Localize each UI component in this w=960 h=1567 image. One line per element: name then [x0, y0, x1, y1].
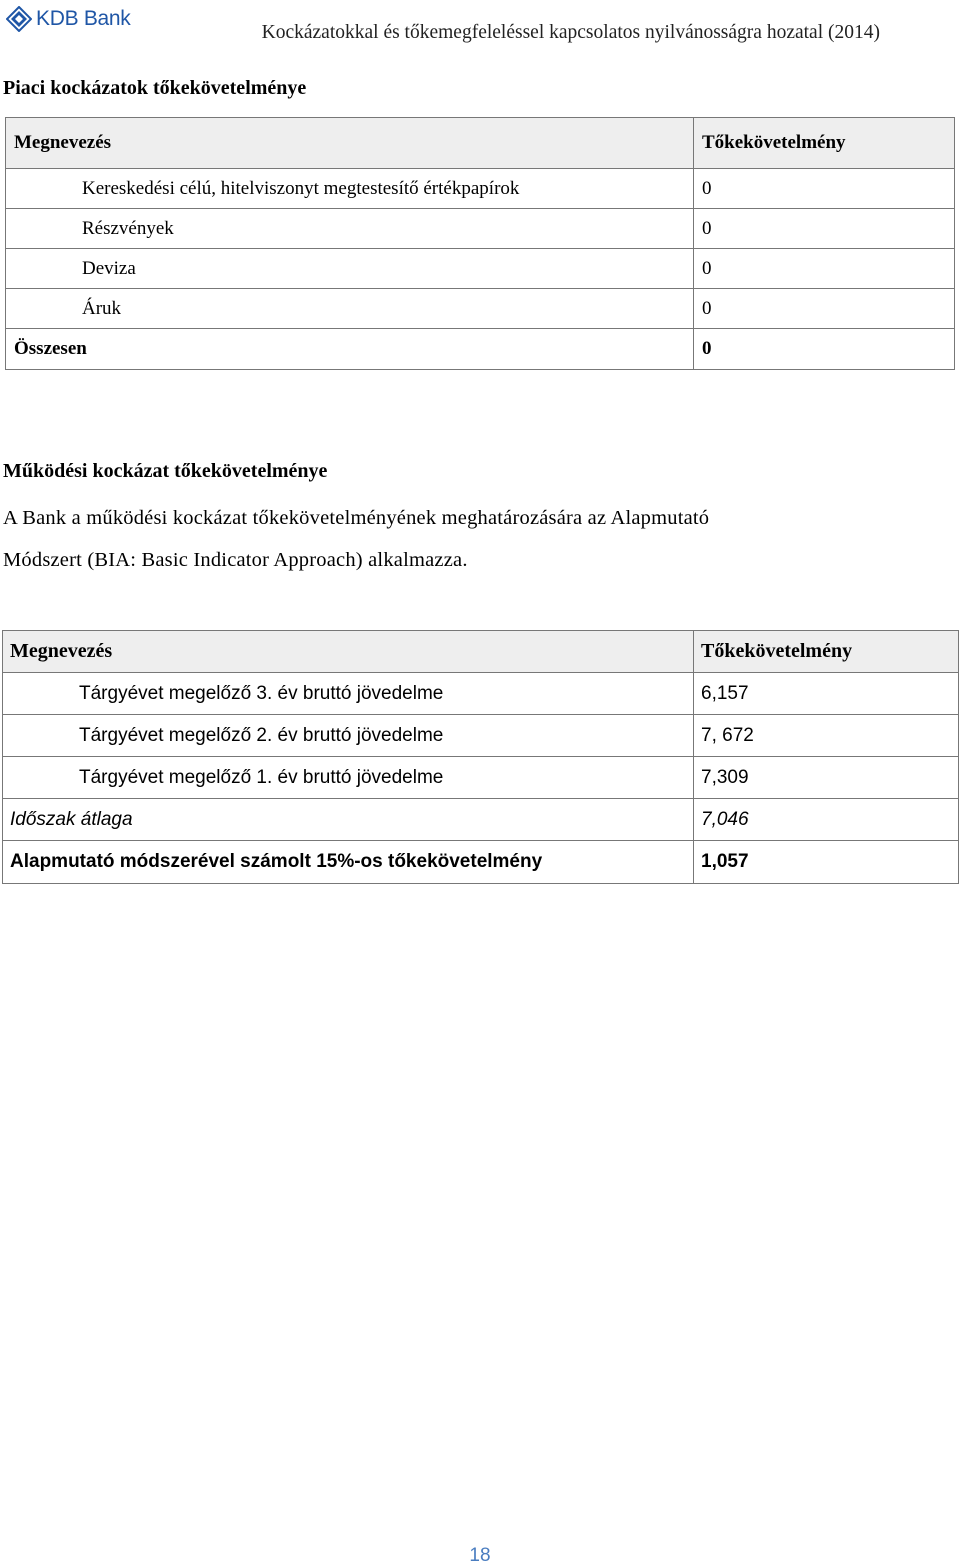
average-row [3, 799, 959, 841]
operational-risk-table [2, 630, 959, 884]
total-value: 1,057 [694, 841, 959, 884]
market-risk-table [5, 117, 955, 370]
row-label: Kereskedési célú, hitelviszonyt megtestesítő értékpapírok [6, 169, 694, 209]
operational-risk-heading: Működési kockázat tőkekövetelménye [3, 460, 328, 482]
table-header-row [3, 631, 959, 673]
row-label: Tárgyévet megelőző 3. év bruttó jövedelme [3, 673, 694, 715]
table-row [3, 715, 959, 757]
total-label: Alapmutató módszerével számolt 15%-os tőkekövetelmény [3, 841, 694, 884]
row-label: Áruk [6, 289, 694, 329]
row-value: 7, 672 [694, 715, 959, 757]
row-label: Részvények [6, 209, 694, 249]
column-header-name: Megnevezés [6, 118, 694, 169]
paragraph-line-2: Módszert (BIA: Basic Indicator Approach) alkalmazza. [3, 549, 468, 571]
row-value: 0 [694, 209, 955, 249]
total-value: 0 [694, 329, 955, 370]
table-row [6, 289, 955, 329]
table-row [6, 209, 955, 249]
average-label: Időszak átlaga [3, 799, 694, 841]
row-value: 0 [694, 169, 955, 209]
row-label: Tárgyévet megelőző 2. év bruttó jövedelme [3, 715, 694, 757]
total-row [6, 329, 955, 370]
row-label: Deviza [6, 249, 694, 289]
logo-text: KDB Bank [36, 7, 131, 30]
row-label: Tárgyévet megelőző 1. év bruttó jövedelme [3, 757, 694, 799]
market-risk-heading: Piaci kockázatok tőkekövetelménye [3, 77, 307, 99]
column-header-value: Tőkekövetelmény [694, 118, 955, 169]
page-number: 18 [469, 1545, 491, 1566]
table-row [3, 757, 959, 799]
operational-risk-paragraph [3, 497, 893, 581]
page-header [0, 0, 960, 70]
row-value: 0 [694, 249, 955, 289]
kdb-bank-logo [6, 4, 130, 34]
column-header-value: Tőkekövetelmény [694, 631, 959, 673]
document-title: Kockázatokkal és tőkemegfeleléssel kapcsolatos nyilvánosságra hozatal (2014) [261, 22, 880, 43]
row-value: 7,309 [694, 757, 959, 799]
column-header-name: Megnevezés [3, 631, 694, 673]
total-label: Összesen [6, 329, 694, 370]
table-row [6, 249, 955, 289]
row-value: 0 [694, 289, 955, 329]
row-value: 6,157 [694, 673, 959, 715]
table-row [3, 673, 959, 715]
paragraph-line-1: A Bank a működési kockázat tőkekövetelményének meghatározására az Alapmutató [3, 507, 710, 529]
average-value: 7,046 [694, 799, 959, 841]
kdb-logo-icon [6, 6, 32, 32]
total-row [3, 841, 959, 884]
table-header-row [6, 118, 955, 169]
table-row [6, 169, 955, 209]
